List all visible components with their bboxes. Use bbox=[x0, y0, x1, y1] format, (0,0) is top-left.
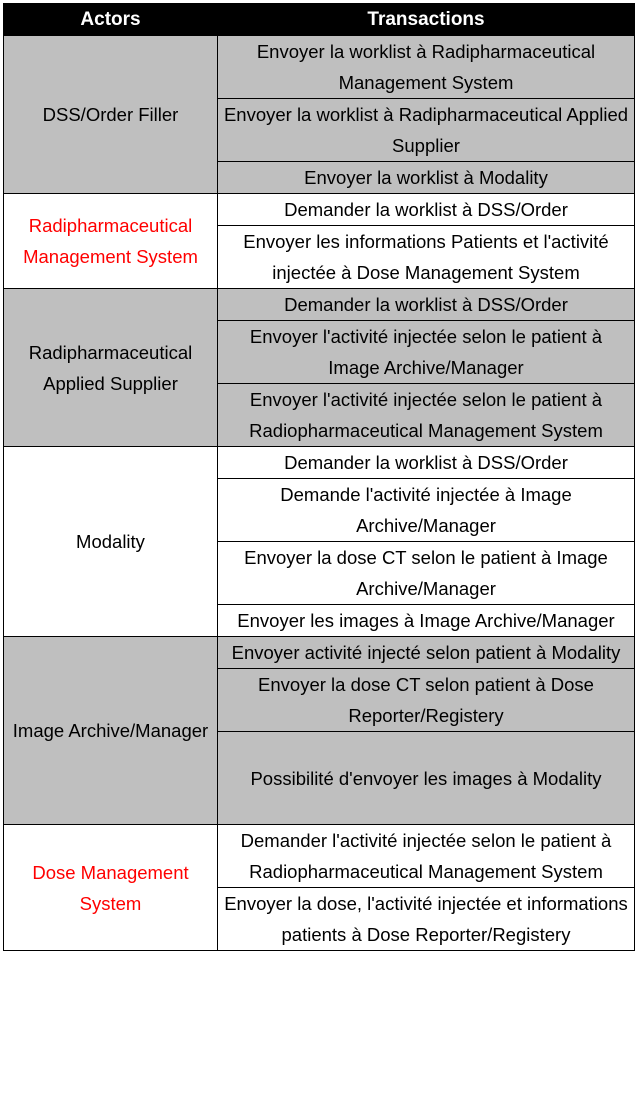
transaction-cell: Demander la worklist à DSS/Order bbox=[218, 289, 635, 321]
actor-cell: Radipharmaceutical Applied Supplier bbox=[4, 289, 218, 447]
actor-cell: Image Archive/Manager bbox=[4, 637, 218, 825]
table-row bbox=[4, 289, 635, 321]
header-transactions: Transactions bbox=[218, 4, 635, 36]
transaction-cell: Demander la worklist à DSS/Order bbox=[218, 194, 635, 226]
transaction-cell: Envoyer la worklist à Radipharmaceutical Applied Supplier bbox=[218, 99, 635, 162]
actor-cell: Radipharmaceutical Management System bbox=[4, 194, 218, 289]
transaction-cell: Envoyer activité injecté selon patient à Modality bbox=[218, 637, 635, 669]
transaction-cell: Envoyer l'activité injectée selon le patient à Radiopharmaceutical Management System bbox=[218, 384, 635, 447]
transaction-cell: Envoyer la dose, l'activité injectée et informations patients à Dose Reporter/Registery bbox=[218, 888, 635, 951]
header-actors: Actors bbox=[4, 4, 218, 36]
actor-cell: Dose Management System bbox=[4, 825, 218, 951]
transaction-cell: Envoyer la worklist à Modality bbox=[218, 162, 635, 194]
transaction-cell: Envoyer la dose CT selon patient à Dose Reporter/Registery bbox=[218, 669, 635, 732]
actor-cell: DSS/Order Filler bbox=[4, 36, 218, 194]
actors-transactions-table bbox=[3, 3, 635, 951]
transaction-cell: Demander l'activité injectée selon le patient à Radiopharmaceutical Management System bbox=[218, 825, 635, 888]
actor-cell: Modality bbox=[4, 447, 218, 637]
table-row bbox=[4, 637, 635, 669]
transaction-cell: Envoyer les images à Image Archive/Manager bbox=[218, 605, 635, 637]
table-row bbox=[4, 36, 635, 99]
transaction-cell: Possibilité d'envoyer les images à Modality bbox=[218, 732, 635, 825]
table-row bbox=[4, 825, 635, 888]
transaction-cell: Demander la worklist à DSS/Order bbox=[218, 447, 635, 479]
transaction-cell: Envoyer les informations Patients et l'activité injectée à Dose Management System bbox=[218, 226, 635, 289]
transaction-cell: Envoyer la worklist à Radipharmaceutical Management System bbox=[218, 36, 635, 99]
table-row bbox=[4, 447, 635, 479]
transaction-cell: Envoyer la dose CT selon le patient à Image Archive/Manager bbox=[218, 542, 635, 605]
header-row bbox=[4, 4, 635, 36]
table-row bbox=[4, 194, 635, 226]
transaction-cell: Envoyer l'activité injectée selon le patient à Image Archive/Manager bbox=[218, 321, 635, 384]
transaction-cell: Demande l'activité injectée à Image Archive/Manager bbox=[218, 479, 635, 542]
